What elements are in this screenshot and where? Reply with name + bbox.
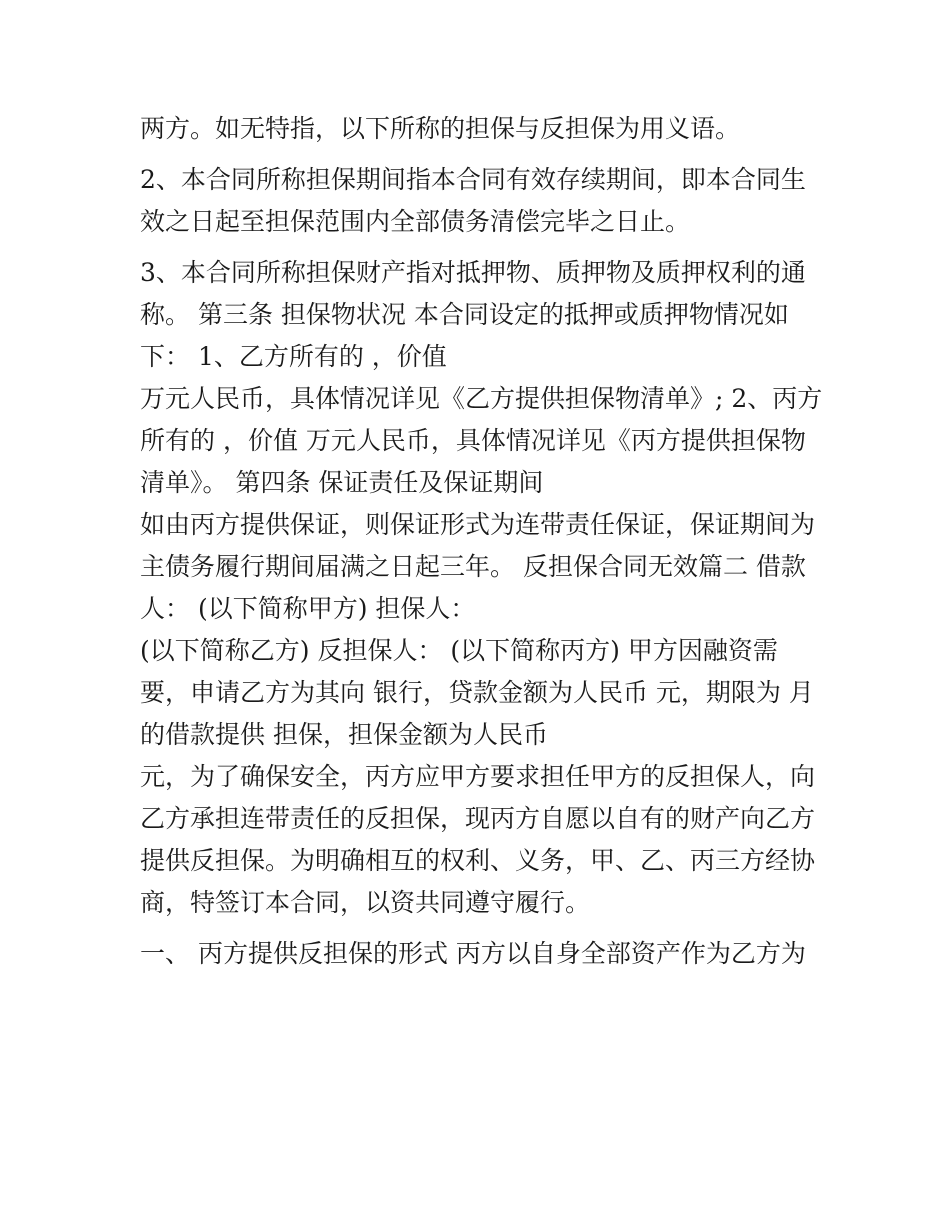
text-line: 商，特签订本合同，以资共同遵守履行。 [140, 888, 591, 917]
text-line: 人： (以下简称甲方) 担保人： [140, 594, 476, 623]
text-line: 主债务履行期间届满之日起三年。 反担保合同无效篇二 借款 [140, 552, 806, 581]
text-line: 下： 1、乙方所有的 ，价值 [140, 342, 447, 371]
text-line: 两方。如无特指，以下所称的担保与反担保为用义语。 [140, 114, 741, 143]
text-line: 万元人民币，具体情况详见《乙方提供担保物清单》; 2、丙方 [140, 384, 823, 413]
text-line: 要，申请乙方为其向 银行，贷款金额为人民币 元，期限为 月 [140, 678, 814, 707]
text-line: 一、 丙方提供反担保的形式 丙方以自身全部资产作为乙方为 [140, 939, 806, 968]
text-line: 元，为了确保安全，丙方应甲方要求担任甲方的反担保人，向 [140, 762, 816, 791]
text-line: 3、本合同所称担保财产指对抵押物、质押物及质押权利的通 [140, 258, 806, 287]
text-line: 乙方承担连带责任的反担保，现丙方自愿以自有的财产向乙方 [140, 804, 816, 833]
text-line: (以下简称乙方) 反担保人： (以下简称丙方) 甲方因融资需 [140, 636, 778, 665]
text-line: 所有的 ，价值 万元人民币，具体情况详见《丙方提供担保物 [140, 426, 806, 455]
text-line: 提供反担保。为明确相互的权利、义务，甲、乙、丙三方经协 [140, 846, 816, 875]
document-body [140, 108, 823, 975]
text-line: 清单》。 第四条 保证责任及保证期间 [140, 468, 544, 497]
text-line: 2、本合同所称担保期间指本合同有效存续期间，即本合同生 [140, 165, 806, 194]
text-line: 称。 第三条 担保物状况 本合同设定的抵押或质押物情况如 [140, 300, 789, 329]
text-line: 效之日起至担保范围内全部债务清偿完毕之日止。 [140, 207, 691, 236]
text-line: 如由丙方提供保证，则保证形式为连带责任保证，保证期间为 [140, 510, 816, 539]
text-line: 的借款提供 担保，担保金额为人民币 [140, 720, 548, 749]
